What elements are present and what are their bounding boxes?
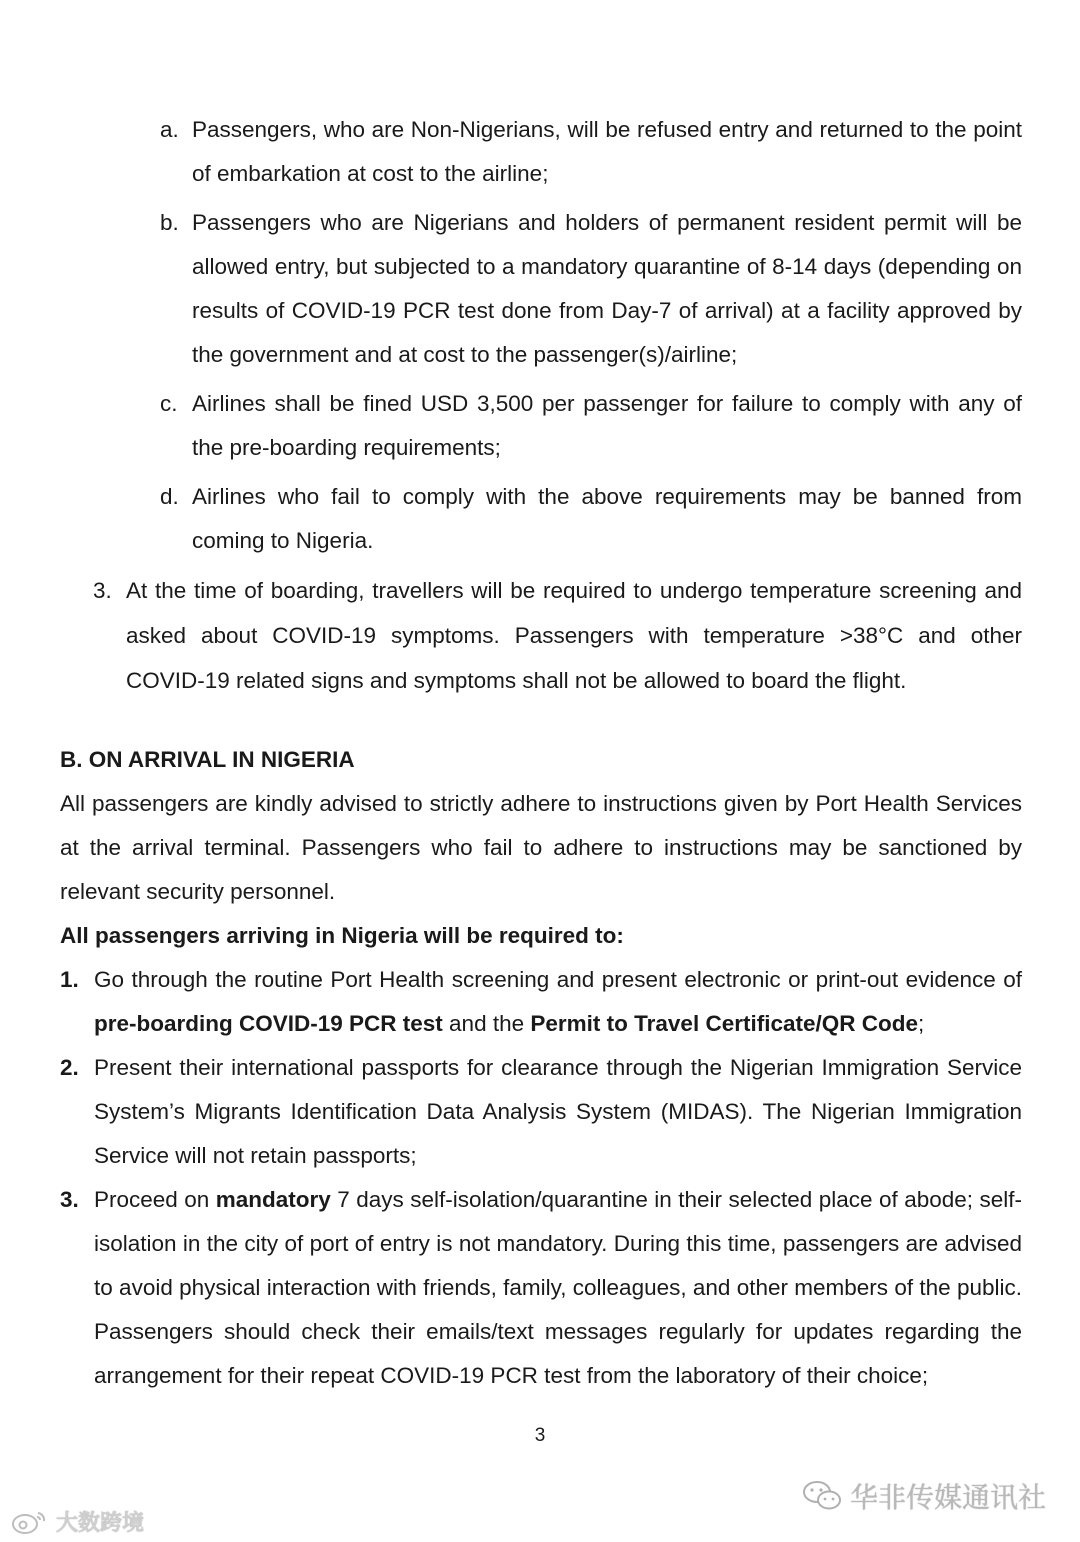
text-run: ;	[917, 1011, 925, 1036]
sub-item-list	[160, 108, 1022, 568]
list-marker: c.	[160, 391, 178, 416]
section-heading: B. ON ARRIVAL IN NIGERIA	[60, 747, 355, 772]
text-run: and the	[442, 1011, 531, 1036]
list-item-text	[94, 958, 1022, 1046]
list-item	[160, 108, 1022, 196]
bold-run: mandatory	[215, 1187, 331, 1212]
list-marker: 2.	[60, 1055, 79, 1080]
list-marker: 1.	[60, 967, 79, 992]
list-item-text	[94, 1178, 1022, 1398]
list-item-text: Passengers who are Nigerians and holders of permanent resident permit will be allowed entry, but subjected to a mandatory quarantine of 8-14 days (depending on results of COVID-19 PCR test done from Day-7 of arrival) at a facility approved by the government and at cost to the passenger(s)/airline;	[192, 210, 1022, 367]
weibo-icon	[10, 1508, 50, 1536]
text-run: Go through the routine Port Health screening and present electronic or print-out evidence of	[94, 967, 1022, 992]
list-marker: b.	[160, 210, 179, 235]
bold-run: Permit to Travel Certificate/QR Code	[530, 1011, 918, 1036]
watermark-right-text: 华非传媒通讯社	[849, 1482, 1046, 1513]
list-item-text: At the time of boarding, travellers will be required to undergo temperature screening and asked about COVID-19 symptoms. Passengers with temperature >38°C and other COVID-19 related signs and symptoms shall not be allowed to board the flight.	[126, 578, 1022, 693]
list-item-text: Present their international passports for clearance through the Nigerian Immigration Service System’s Migrants Identification Data Analysis System (MIDAS). The Nigerian Immigration Service will not retain passports;	[94, 1055, 1022, 1168]
requirements-intro: All passengers arriving in Nigeria will be required to:	[60, 923, 624, 948]
watermark-left-text: 大数跨境	[56, 1510, 145, 1535]
list-marker: a.	[160, 117, 179, 142]
wechat-icon	[802, 1479, 842, 1513]
list-marker: d.	[160, 484, 179, 509]
section-arrival	[60, 738, 1022, 1398]
requirement-item	[60, 958, 1022, 1046]
requirement-item	[60, 1046, 1022, 1178]
list-item-text: Airlines who fail to comply with the above requirements may be banned from coming to Nigeria.	[192, 484, 1022, 553]
list-marker: 3.	[93, 578, 112, 603]
requirement-item	[60, 1178, 1022, 1398]
list-item-text: Airlines shall be fined USD 3,500 per passenger for failure to comply with any of the pre-boarding requirements;	[192, 391, 1022, 460]
section-paragraph: All passengers are kindly advised to strictly adhere to instructions given by Port Health Services at the arrival terminal. Passengers who fail to adhere to instructions may be sanctioned by relevant security personnel.	[60, 791, 1022, 904]
text-run: 7 days self-isolation/quarantine in their selected place of abode; self-isolation in the city of port of entry is not mandatory. During this time, passengers are advised to avoid physical interaction with friends, family, colleagues, and other members of the public. Passengers should check their emails/text messages regularly for updates regarding the arrangement for their repeat COVID-19 PCR test from the laboratory of their choice;	[94, 1187, 1022, 1388]
list-item	[160, 382, 1022, 470]
watermark-left	[10, 1506, 144, 1537]
list-item	[160, 201, 1022, 377]
page-number: 3	[534, 1425, 546, 1446]
watermark-right	[802, 1476, 1046, 1516]
bold-run: pre-boarding COVID-19 PCR test	[94, 1011, 443, 1036]
list-item-text: Passengers, who are Non-Nigerians, will be refused entry and returned to the point of embarkation at cost to the airline;	[192, 117, 1022, 186]
list-item	[160, 475, 1022, 563]
numbered-item-3	[93, 568, 1022, 703]
list-marker: 3.	[60, 1187, 79, 1212]
text-run: Proceed on	[94, 1187, 216, 1212]
